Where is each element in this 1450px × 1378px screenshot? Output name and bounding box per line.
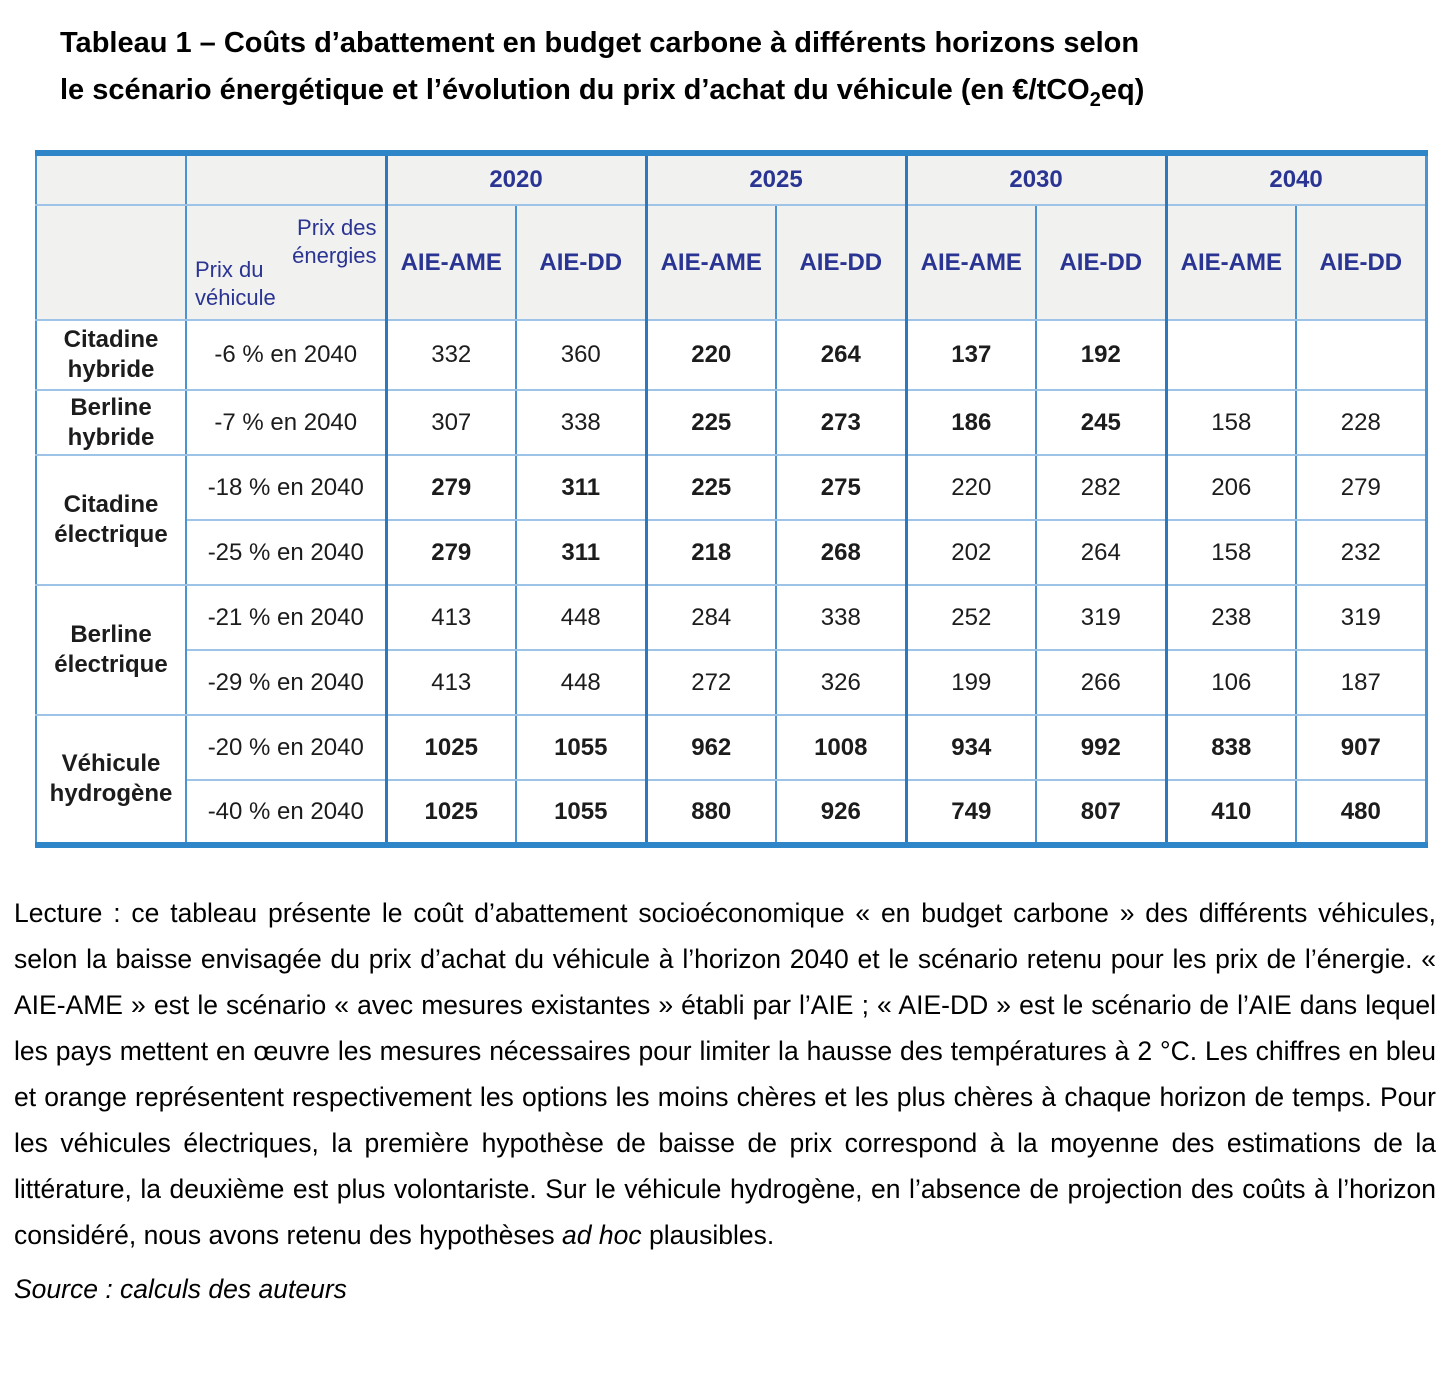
value-cell: 1025 [386,780,516,845]
title-line1: Tableau 1 – Coûts d’abattement en budget carbone à différents horizons selon [60,27,1140,59]
value-cell: 228 [1296,390,1426,455]
table-row-berline-electrique-2 [36,650,1426,715]
vehicle-cell: Citadine hybride [36,320,186,390]
value-cell: 338 [776,585,906,650]
value-cell: 1055 [516,780,646,845]
lecture-note [14,890,1436,1258]
value-cell: 907 [1296,715,1426,780]
scenario-header: AIE-DD [1036,205,1166,320]
value-cell: 187 [1296,650,1426,715]
value-cell: 338 [516,390,646,455]
value-cell: 218 [646,520,776,585]
value-cell: 279 [386,520,516,585]
corner-label-vehicle-price: Prix du véhicule [195,257,276,310]
year-header-2020: 2020 [386,153,646,205]
value-cell: 838 [1166,715,1296,780]
scenario-header: AIE-DD [1296,205,1426,320]
scenario-header-row [36,205,1426,320]
value-cell: 264 [776,320,906,390]
blank-corner-cell [36,153,186,205]
lecture-text-end: plausibles. [641,1220,775,1250]
value-cell: 272 [646,650,776,715]
value-cell: 1008 [776,715,906,780]
table-row-berline-hybride [36,390,1426,455]
value-cell: 220 [906,455,1036,520]
hypothesis-cell: -40 % en 2040 [186,780,386,845]
vehicle-cell: Véhicule hydrogène [36,715,186,845]
scenario-header: AIE-DD [776,205,906,320]
hypothesis-cell: -21 % en 2040 [186,585,386,650]
value-cell: 199 [906,650,1036,715]
title-line2-end: eq) [1100,74,1145,106]
value-cell: 268 [776,520,906,585]
table-row-citadine-hybride [36,320,1426,390]
value-cell: 410 [1166,780,1296,845]
vehicle-cell: Berline hybride [36,390,186,455]
value-cell: 284 [646,585,776,650]
hypothesis-cell: -18 % en 2040 [186,455,386,520]
value-cell: 202 [906,520,1036,585]
value-cell: 206 [1166,455,1296,520]
value-cell: 807 [1036,780,1166,845]
hypothesis-cell: -20 % en 2040 [186,715,386,780]
value-cell: 749 [906,780,1036,845]
scenario-header: AIE-AME [646,205,776,320]
value-cell: 264 [1036,520,1166,585]
value-cell: 319 [1036,585,1166,650]
value-cell: 962 [646,715,776,780]
hypothesis-cell: -25 % en 2040 [186,520,386,585]
value-cell: 279 [1296,455,1426,520]
value-cell: 319 [1296,585,1426,650]
hypothesis-cell: -6 % en 2040 [186,320,386,390]
value-cell: 1025 [386,715,516,780]
year-header-row [36,153,1426,205]
value-cell: 1055 [516,715,646,780]
blank-corner-cell-2 [186,153,386,205]
source-line: Source : calculs des auteurs [14,1274,347,1304]
value-cell: 480 [1296,780,1426,845]
value-cell: 448 [516,585,646,650]
value-cell: 282 [1036,455,1166,520]
value-cell: 186 [906,390,1036,455]
table-row-citadine-electrique-2 [36,520,1426,585]
hypothesis-cell: -29 % en 2040 [186,650,386,715]
value-cell-empty [1296,320,1426,390]
table-row-vehicule-hydrogene-2 [36,780,1426,845]
table-container [35,150,1425,848]
value-cell: 106 [1166,650,1296,715]
value-cell: 137 [906,320,1036,390]
value-cell: 273 [776,390,906,455]
table-row-vehicule-hydrogene-1 [36,715,1426,780]
value-cell: 332 [386,320,516,390]
value-cell: 413 [386,585,516,650]
value-cell: 360 [516,320,646,390]
table-row-citadine-electrique-1 [36,455,1426,520]
value-cell: 192 [1036,320,1166,390]
value-cell: 448 [516,650,646,715]
corner-label-energy-prices: Prix des énergies [292,215,377,268]
value-cell: 279 [386,455,516,520]
scenario-header: AIE-DD [516,205,646,320]
abatement-cost-table [35,150,1428,848]
value-cell: 311 [516,455,646,520]
value-cell: 275 [776,455,906,520]
value-cell: 413 [386,650,516,715]
diagonal-corner-cell [186,205,386,320]
title-line2: le scénario énergétique et l’évolution du prix d’achat du véhicule (en €/tCO [60,74,1090,106]
value-cell: 158 [1166,520,1296,585]
year-header-2030: 2030 [906,153,1166,205]
value-cell: 266 [1036,650,1166,715]
value-cell: 238 [1166,585,1296,650]
value-cell: 158 [1166,390,1296,455]
year-header-2040: 2040 [1166,153,1426,205]
value-cell: 926 [776,780,906,845]
year-header-2025: 2025 [646,153,906,205]
blank-header-cell [36,205,186,320]
scenario-header: AIE-AME [1166,205,1296,320]
lecture-italic-adhoc: ad hoc [562,1220,642,1250]
lecture-text: Lecture : ce tableau présente le coût d’abattement socioéconomique « en budget carbone » des différents véhicules, selon la baisse envisagée du prix d’achat du véhicule à l’horizon 2040 et le scénario retenu pour les prix de l’énergie. « AIE-AME » est le scénario « avec mesures existantes » établi par l’AIE ; « AIE-DD » est le scénario de l’AIE dans lequel les pays mettent en œuvre les mesures nécessaires pour limiter la hausse des températures à 2 °C. Les chiffres en bleu et orange représentent respectivement les options les moins chères et les plus chères à chaque horizon de temps. Pour les véhicules électriques, la première hypothèse de baisse de prix correspond à la moyenne des estimations de la littérature, la deuxième est plus volontariste. Sur le véhicule hydrogène, en l’absence de projection des coûts à l’horizon considéré, nous avons retenu des hypothèses [14,898,1436,1250]
table-row-berline-electrique-1 [36,585,1426,650]
vehicle-cell: Citadine électrique [36,455,186,585]
value-cell: 311 [516,520,646,585]
value-cell: 326 [776,650,906,715]
value-cell: 245 [1036,390,1166,455]
value-cell: 225 [646,390,776,455]
value-cell: 934 [906,715,1036,780]
value-cell: 880 [646,780,776,845]
table-title [60,20,1390,114]
value-cell: 992 [1036,715,1166,780]
hypothesis-cell: -7 % en 2040 [186,390,386,455]
value-cell: 220 [646,320,776,390]
value-cell: 225 [646,455,776,520]
title-co2-subscript: 2 [1089,88,1101,111]
value-cell: 307 [386,390,516,455]
scenario-header: AIE-AME [386,205,516,320]
scenario-header: AIE-AME [906,205,1036,320]
vehicle-cell: Berline électrique [36,585,186,715]
value-cell: 232 [1296,520,1426,585]
value-cell-empty [1166,320,1296,390]
value-cell: 252 [906,585,1036,650]
